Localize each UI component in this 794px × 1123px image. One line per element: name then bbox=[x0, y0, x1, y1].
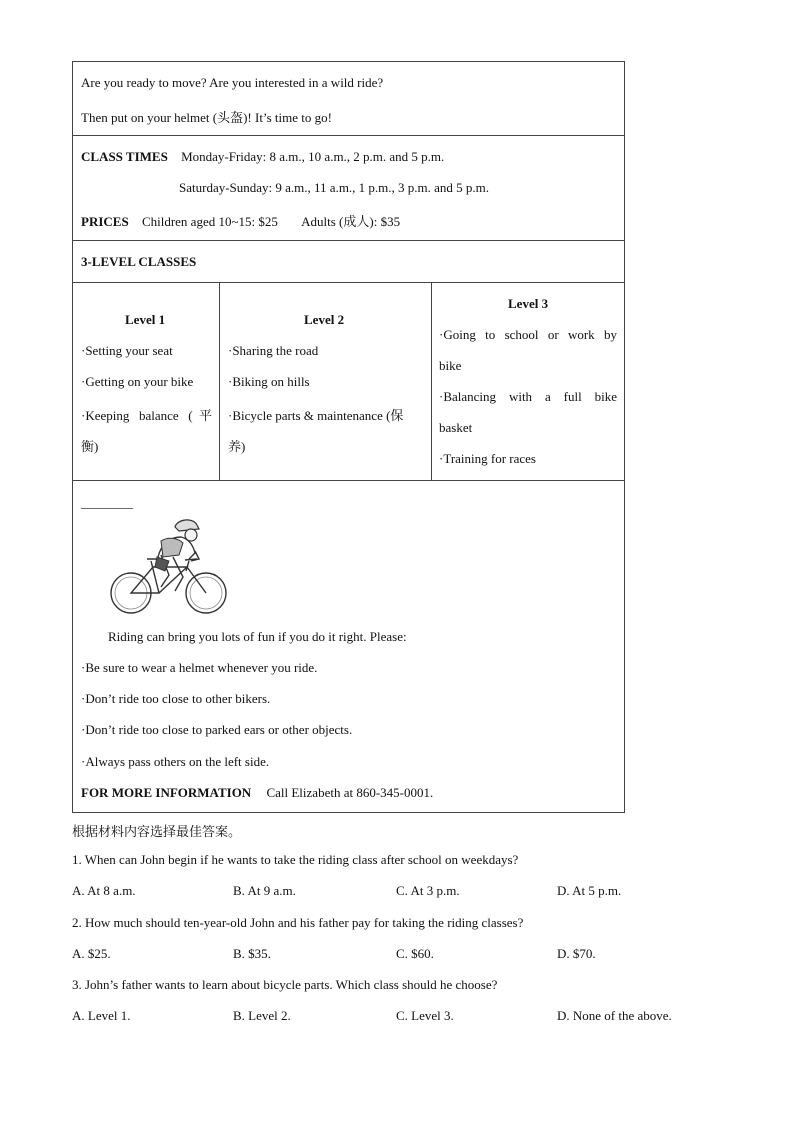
level-1-item: ·Getting on your bike bbox=[81, 374, 194, 389]
level-1-item: ·Keeping balance (平 bbox=[81, 408, 212, 423]
answer-option: D. At 5 p.m. bbox=[557, 883, 622, 898]
safety-rule: ·Always pass others on the left side. bbox=[81, 754, 270, 769]
class-times-row bbox=[81, 149, 444, 165]
answer-option: D. $70. bbox=[557, 946, 596, 961]
level-1-item-cont: 衡) bbox=[81, 439, 99, 454]
intro-section bbox=[72, 61, 625, 135]
answer-option: C. At 3 p.m. bbox=[396, 883, 460, 898]
classes-heading: 3-LEVEL CLASSES bbox=[81, 254, 197, 269]
level-3-column bbox=[432, 283, 624, 480]
weekend-times: Saturday-Sunday: 9 a.m., 11 a.m., 1 p.m., 3 p.m. and 5 p.m. bbox=[179, 180, 490, 195]
classes-heading-section bbox=[72, 240, 625, 282]
adult-price: Adults (成人): $35 bbox=[301, 214, 401, 229]
answer-option: A. $25. bbox=[72, 946, 111, 961]
safety-rule: ·Don’t ride too close to parked ears or other objects. bbox=[81, 722, 353, 737]
class-times-label: CLASS TIMES bbox=[81, 149, 168, 164]
weekday-times: Monday-Friday: 8 a.m., 10 a.m., 2 p.m. and 5 p.m. bbox=[181, 149, 445, 164]
more-info-row bbox=[81, 785, 433, 801]
safety-rule: ·Be sure to wear a helmet whenever you ride. bbox=[81, 660, 318, 675]
level-1-title: Level 1 bbox=[125, 312, 166, 327]
answer-option: A. Level 1. bbox=[72, 1008, 131, 1023]
level-2-column bbox=[220, 283, 432, 480]
level-2-title: Level 2 bbox=[304, 312, 345, 327]
answer-option: C. Level 3. bbox=[396, 1008, 454, 1023]
question-2: 2. How much should ten-year-old John and his father pay for taking the riding classes? bbox=[72, 915, 524, 930]
levels-table bbox=[72, 282, 625, 480]
answer-option: A. At 8 a.m. bbox=[72, 883, 136, 898]
question-3: 3. John’s father wants to learn about bicycle parts. Which class should he choose? bbox=[72, 977, 498, 992]
more-info-label: FOR MORE INFORMATION bbox=[81, 785, 252, 800]
level-2-item: ·Biking on hills bbox=[228, 374, 310, 389]
level-3-item: ·Going to school or work by bbox=[439, 327, 617, 342]
schedule-section bbox=[72, 135, 625, 240]
cyclist-illustration bbox=[109, 515, 231, 619]
prices-row bbox=[81, 211, 400, 230]
intro-line-2: Then put on your helmet (头盔)! It’s time to go! bbox=[81, 110, 332, 125]
prices-label: PRICES bbox=[81, 214, 129, 229]
level-3-title: Level 3 bbox=[508, 296, 549, 311]
intro-line-1: Are you ready to move? Are you interested in a wild ride? bbox=[81, 75, 384, 90]
more-info-contact: Call Elizabeth at 860-345-0001. bbox=[266, 785, 434, 800]
title-blank: ________ bbox=[81, 495, 133, 510]
level-2-item: ·Bicycle parts & maintenance (保 bbox=[228, 408, 404, 423]
level-3-item-cont: basket bbox=[439, 420, 473, 435]
question-1: 1. When can John begin if he wants to take the riding class after school on weekdays? bbox=[72, 852, 519, 867]
level-3-item-cont: bike bbox=[439, 358, 462, 373]
answer-option: D. None of the above. bbox=[557, 1008, 672, 1023]
tips-intro: Riding can bring you lots of fun if you do it right. Please: bbox=[108, 629, 407, 644]
answer-option: C. $60. bbox=[396, 946, 434, 961]
safety-rule: ·Don’t ride too close to other bikers. bbox=[81, 691, 271, 706]
level-2-item: ·Sharing the road bbox=[228, 343, 319, 358]
level-3-item: ·Balancing with a full bike bbox=[439, 389, 617, 404]
instructions: 根据材料内容选择最佳答案。 bbox=[72, 824, 242, 839]
answer-option: B. $35. bbox=[233, 946, 271, 961]
level-2-item-cont: 养) bbox=[228, 439, 246, 454]
answer-option: B. At 9 a.m. bbox=[233, 883, 296, 898]
level-1-column bbox=[73, 283, 220, 480]
level-3-item: ·Training for races bbox=[439, 451, 536, 466]
tips-section bbox=[72, 480, 625, 813]
level-1-item: ·Setting your seat bbox=[81, 343, 173, 358]
answer-option: B. Level 2. bbox=[233, 1008, 291, 1023]
children-price: Children aged 10~15: $25 bbox=[141, 214, 278, 229]
